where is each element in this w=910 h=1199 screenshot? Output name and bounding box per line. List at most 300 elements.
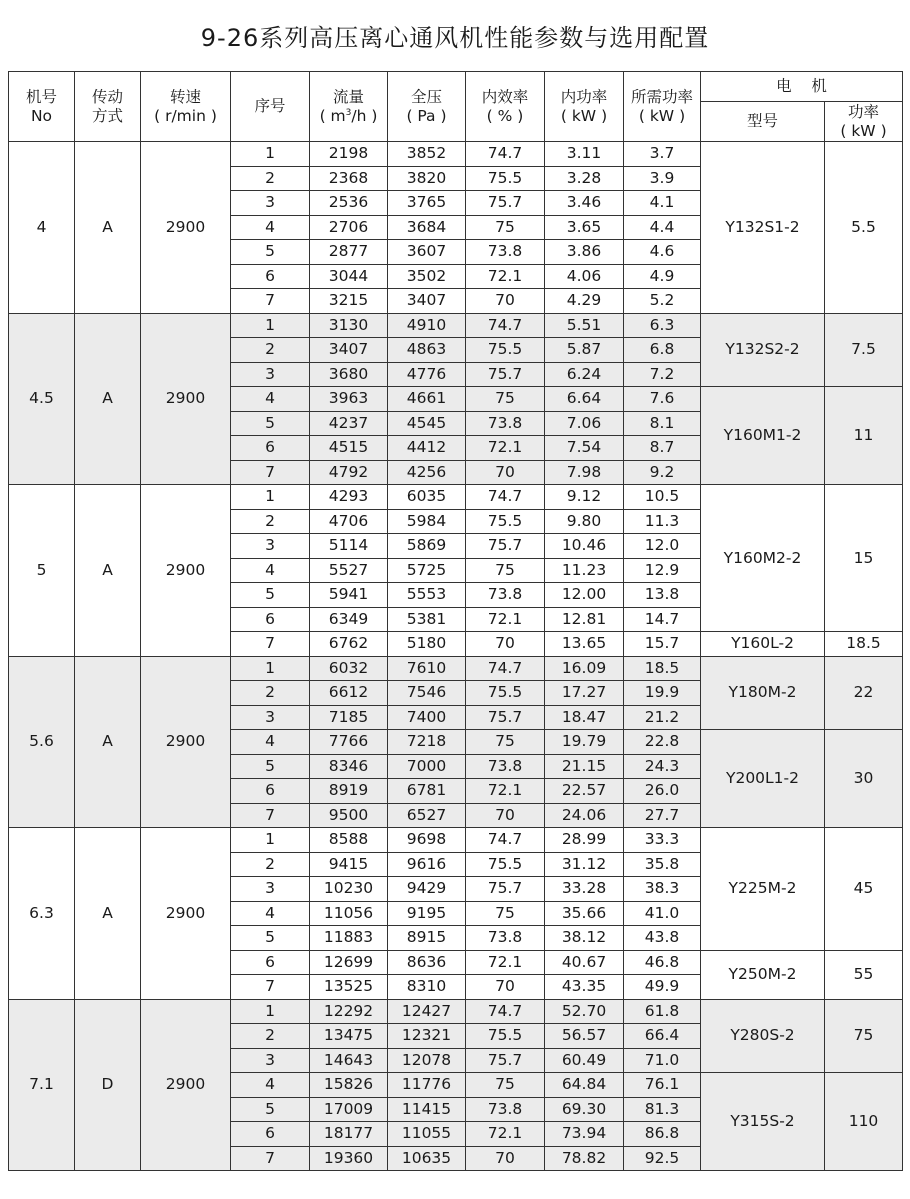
- seq-cell: 1: [231, 828, 310, 853]
- motor-model-cell: Y160L-2: [701, 632, 825, 657]
- header-efficiency: 内效率 ( % ): [466, 72, 545, 142]
- flow-cell: 14643: [310, 1048, 388, 1073]
- flow-cell: 19360: [310, 1146, 388, 1171]
- efficiency-cell: 75.5: [466, 509, 545, 534]
- motor-model-cell: Y180M-2: [701, 656, 825, 730]
- flow-cell: 18177: [310, 1122, 388, 1147]
- drive-cell: D: [75, 999, 141, 1171]
- inner-power-cell: 19.79: [545, 730, 624, 755]
- required-power-cell: 12.9: [624, 558, 701, 583]
- seq-cell: 7: [231, 803, 310, 828]
- seq-cell: 4: [231, 901, 310, 926]
- inner-power-cell: 40.67: [545, 950, 624, 975]
- flow-cell: 15826: [310, 1073, 388, 1098]
- seq-cell: 6: [231, 264, 310, 289]
- motor-power-cell: 22: [825, 656, 903, 730]
- inner-power-cell: 13.65: [545, 632, 624, 657]
- efficiency-cell: 73.8: [466, 1097, 545, 1122]
- pressure-cell: 8310: [388, 975, 466, 1000]
- flow-cell: 6612: [310, 681, 388, 706]
- seq-cell: 6: [231, 436, 310, 461]
- required-power-cell: 4.6: [624, 240, 701, 265]
- inner-power-cell: 7.54: [545, 436, 624, 461]
- pressure-cell: 4776: [388, 362, 466, 387]
- seq-cell: 2: [231, 166, 310, 191]
- inner-power-cell: 22.57: [545, 779, 624, 804]
- efficiency-cell: 74.7: [466, 142, 545, 167]
- inner-power-cell: 52.70: [545, 999, 624, 1024]
- flow-cell: 8919: [310, 779, 388, 804]
- efficiency-cell: 75: [466, 901, 545, 926]
- header-seq: 序号: [231, 72, 310, 142]
- seq-cell: 5: [231, 926, 310, 951]
- motor-model-cell: Y132S1-2: [701, 142, 825, 314]
- efficiency-cell: 70: [466, 460, 545, 485]
- inner-power-cell: 12.00: [545, 583, 624, 608]
- inner-power-cell: 33.28: [545, 877, 624, 902]
- flow-cell: 7185: [310, 705, 388, 730]
- speed-cell: 2900: [141, 313, 231, 485]
- inner-power-cell: 21.15: [545, 754, 624, 779]
- seq-cell: 3: [231, 191, 310, 216]
- fan-spec-table: [8, 71, 903, 1171]
- inner-power-cell: 17.27: [545, 681, 624, 706]
- required-power-cell: 19.9: [624, 681, 701, 706]
- required-power-cell: 10.5: [624, 485, 701, 510]
- pressure-cell: 5381: [388, 607, 466, 632]
- required-power-cell: 92.5: [624, 1146, 701, 1171]
- required-power-cell: 5.2: [624, 289, 701, 314]
- pressure-cell: 7400: [388, 705, 466, 730]
- efficiency-cell: 74.7: [466, 999, 545, 1024]
- motor-model-cell: Y250M-2: [701, 950, 825, 999]
- inner-power-cell: 9.80: [545, 509, 624, 534]
- inner-power-cell: 3.11: [545, 142, 624, 167]
- inner-power-cell: 64.84: [545, 1073, 624, 1098]
- pressure-cell: 7218: [388, 730, 466, 755]
- motor-model-cell: Y315S-2: [701, 1073, 825, 1171]
- efficiency-cell: 73.8: [466, 411, 545, 436]
- header-speed: 转速 ( r/min ): [141, 72, 231, 142]
- required-power-cell: 33.3: [624, 828, 701, 853]
- required-power-cell: 86.8: [624, 1122, 701, 1147]
- pressure-cell: 11776: [388, 1073, 466, 1098]
- required-power-cell: 13.8: [624, 583, 701, 608]
- flow-cell: 5941: [310, 583, 388, 608]
- inner-power-cell: 6.64: [545, 387, 624, 412]
- seq-cell: 4: [231, 1073, 310, 1098]
- flow-cell: 7766: [310, 730, 388, 755]
- required-power-cell: 6.3: [624, 313, 701, 338]
- machine-no-cell: 4.5: [9, 313, 75, 485]
- motor-model-cell: Y160M1-2: [701, 387, 825, 485]
- required-power-cell: 21.2: [624, 705, 701, 730]
- pressure-cell: 3852: [388, 142, 466, 167]
- motor-power-cell: 75: [825, 999, 903, 1073]
- flow-cell: 3044: [310, 264, 388, 289]
- efficiency-cell: 72.1: [466, 607, 545, 632]
- motor-power-cell: 18.5: [825, 632, 903, 657]
- efficiency-cell: 75.5: [466, 681, 545, 706]
- efficiency-cell: 70: [466, 1146, 545, 1171]
- efficiency-cell: 70: [466, 632, 545, 657]
- inner-power-cell: 31.12: [545, 852, 624, 877]
- required-power-cell: 4.9: [624, 264, 701, 289]
- flow-cell: 11056: [310, 901, 388, 926]
- pressure-cell: 12427: [388, 999, 466, 1024]
- seq-cell: 7: [231, 289, 310, 314]
- seq-cell: 2: [231, 509, 310, 534]
- inner-power-cell: 35.66: [545, 901, 624, 926]
- flow-cell: 8588: [310, 828, 388, 853]
- flow-cell: 3680: [310, 362, 388, 387]
- machine-no-cell: 6.3: [9, 828, 75, 1000]
- speed-cell: 2900: [141, 656, 231, 828]
- seq-cell: 3: [231, 877, 310, 902]
- efficiency-cell: 73.8: [466, 240, 545, 265]
- flow-cell: 4706: [310, 509, 388, 534]
- inner-power-cell: 4.06: [545, 264, 624, 289]
- required-power-cell: 9.2: [624, 460, 701, 485]
- flow-cell: 6349: [310, 607, 388, 632]
- header-pressure: 全压 ( Pa ): [388, 72, 466, 142]
- pressure-cell: 4661: [388, 387, 466, 412]
- seq-cell: 6: [231, 950, 310, 975]
- page-title: 9-26系列高压离心通风机性能参数与选用配置: [200, 24, 710, 52]
- seq-cell: 1: [231, 485, 310, 510]
- seq-cell: 2: [231, 338, 310, 363]
- flow-cell: 9500: [310, 803, 388, 828]
- efficiency-cell: 75.7: [466, 705, 545, 730]
- motor-power-cell: 7.5: [825, 313, 903, 387]
- required-power-cell: 3.7: [624, 142, 701, 167]
- motor-model-cell: Y280S-2: [701, 999, 825, 1073]
- efficiency-cell: 75: [466, 1073, 545, 1098]
- efficiency-cell: 72.1: [466, 436, 545, 461]
- motor-power-cell: 45: [825, 828, 903, 951]
- seq-cell: 6: [231, 779, 310, 804]
- seq-cell: 1: [231, 142, 310, 167]
- header-required-power: 所需功率 ( kW ): [624, 72, 701, 142]
- flow-cell: 8346: [310, 754, 388, 779]
- pressure-cell: 5869: [388, 534, 466, 559]
- efficiency-cell: 75: [466, 387, 545, 412]
- flow-cell: 3963: [310, 387, 388, 412]
- pressure-cell: 4863: [388, 338, 466, 363]
- efficiency-cell: 75.7: [466, 877, 545, 902]
- efficiency-cell: 75.5: [466, 852, 545, 877]
- motor-power-cell: 30: [825, 730, 903, 828]
- efficiency-cell: 75.5: [466, 166, 545, 191]
- seq-cell: 5: [231, 583, 310, 608]
- motor-power-cell: 55: [825, 950, 903, 999]
- required-power-cell: 4.1: [624, 191, 701, 216]
- flow-cell: 5114: [310, 534, 388, 559]
- efficiency-cell: 70: [466, 975, 545, 1000]
- pressure-cell: 9195: [388, 901, 466, 926]
- header-drive: 传动 方式: [75, 72, 141, 142]
- machine-no-cell: 7.1: [9, 999, 75, 1171]
- inner-power-cell: 3.46: [545, 191, 624, 216]
- motor-model-cell: Y225M-2: [701, 828, 825, 951]
- motor-model-cell: Y132S2-2: [701, 313, 825, 387]
- pressure-cell: 4256: [388, 460, 466, 485]
- flow-cell: 6032: [310, 656, 388, 681]
- seq-cell: 6: [231, 607, 310, 632]
- flow-cell: 6762: [310, 632, 388, 657]
- efficiency-cell: 75: [466, 730, 545, 755]
- drive-cell: A: [75, 313, 141, 485]
- pressure-cell: 6035: [388, 485, 466, 510]
- table-row: [9, 485, 903, 510]
- required-power-cell: 76.1: [624, 1073, 701, 1098]
- seq-cell: 4: [231, 558, 310, 583]
- required-power-cell: 35.8: [624, 852, 701, 877]
- motor-power-cell: 15: [825, 485, 903, 632]
- machine-no-cell: 5.6: [9, 656, 75, 828]
- table-row: [9, 999, 903, 1024]
- table-row: [9, 313, 903, 338]
- flow-cell: 2877: [310, 240, 388, 265]
- efficiency-cell: 75.5: [466, 1024, 545, 1049]
- seq-cell: 5: [231, 411, 310, 436]
- flow-cell: 4293: [310, 485, 388, 510]
- seq-cell: 1: [231, 656, 310, 681]
- pressure-cell: 3407: [388, 289, 466, 314]
- pressure-cell: 6781: [388, 779, 466, 804]
- pressure-cell: 10635: [388, 1146, 466, 1171]
- inner-power-cell: 5.51: [545, 313, 624, 338]
- motor-power-cell: 5.5: [825, 142, 903, 314]
- flow-cell: 11883: [310, 926, 388, 951]
- inner-power-cell: 3.86: [545, 240, 624, 265]
- flow-cell: 3215: [310, 289, 388, 314]
- seq-cell: 3: [231, 705, 310, 730]
- required-power-cell: 6.8: [624, 338, 701, 363]
- efficiency-cell: 75: [466, 215, 545, 240]
- inner-power-cell: 12.81: [545, 607, 624, 632]
- flow-cell: 2706: [310, 215, 388, 240]
- seq-cell: 6: [231, 1122, 310, 1147]
- seq-cell: 1: [231, 313, 310, 338]
- required-power-cell: 18.5: [624, 656, 701, 681]
- efficiency-cell: 73.8: [466, 754, 545, 779]
- header-motor: 电 机: [701, 72, 903, 102]
- pressure-cell: 5984: [388, 509, 466, 534]
- required-power-cell: 12.0: [624, 534, 701, 559]
- seq-cell: 5: [231, 1097, 310, 1122]
- flow-cell: 4237: [310, 411, 388, 436]
- seq-cell: 4: [231, 215, 310, 240]
- required-power-cell: 81.3: [624, 1097, 701, 1122]
- efficiency-cell: 75.5: [466, 338, 545, 363]
- table-row: [9, 142, 903, 167]
- efficiency-cell: 70: [466, 803, 545, 828]
- inner-power-cell: 7.98: [545, 460, 624, 485]
- pressure-cell: 4910: [388, 313, 466, 338]
- header-inner-power: 内功率 ( kW ): [545, 72, 624, 142]
- pressure-cell: 5180: [388, 632, 466, 657]
- inner-power-cell: 7.06: [545, 411, 624, 436]
- seq-cell: 4: [231, 387, 310, 412]
- pressure-cell: 3607: [388, 240, 466, 265]
- pressure-cell: 12078: [388, 1048, 466, 1073]
- seq-cell: 7: [231, 460, 310, 485]
- pressure-cell: 7610: [388, 656, 466, 681]
- inner-power-cell: 5.87: [545, 338, 624, 363]
- required-power-cell: 4.4: [624, 215, 701, 240]
- efficiency-cell: 74.7: [466, 828, 545, 853]
- flow-cell: 13475: [310, 1024, 388, 1049]
- header-flow: 流量 ( $m^3/h$ ): [310, 72, 388, 142]
- pressure-cell: 5725: [388, 558, 466, 583]
- flow-cell: 10230: [310, 877, 388, 902]
- inner-power-cell: 69.30: [545, 1097, 624, 1122]
- pressure-cell: 9429: [388, 877, 466, 902]
- inner-power-cell: 9.12: [545, 485, 624, 510]
- pressure-cell: 5553: [388, 583, 466, 608]
- drive-cell: A: [75, 485, 141, 657]
- efficiency-cell: 70: [466, 289, 545, 314]
- flow-cell: 2198: [310, 142, 388, 167]
- seq-cell: 3: [231, 534, 310, 559]
- pressure-cell: 11415: [388, 1097, 466, 1122]
- required-power-cell: 7.6: [624, 387, 701, 412]
- seq-cell: 7: [231, 975, 310, 1000]
- pressure-cell: 7000: [388, 754, 466, 779]
- table-row: [9, 656, 903, 681]
- flow-cell: 9415: [310, 852, 388, 877]
- required-power-cell: 15.7: [624, 632, 701, 657]
- inner-power-cell: 10.46: [545, 534, 624, 559]
- inner-power-cell: 43.35: [545, 975, 624, 1000]
- inner-power-cell: 3.28: [545, 166, 624, 191]
- seq-cell: 7: [231, 1146, 310, 1171]
- required-power-cell: 24.3: [624, 754, 701, 779]
- required-power-cell: 43.8: [624, 926, 701, 951]
- pressure-cell: 3684: [388, 215, 466, 240]
- speed-cell: 2900: [141, 999, 231, 1171]
- inner-power-cell: 16.09: [545, 656, 624, 681]
- efficiency-cell: 72.1: [466, 264, 545, 289]
- flow-cell: 17009: [310, 1097, 388, 1122]
- inner-power-cell: 60.49: [545, 1048, 624, 1073]
- pressure-cell: 4412: [388, 436, 466, 461]
- required-power-cell: 14.7: [624, 607, 701, 632]
- efficiency-cell: 73.8: [466, 926, 545, 951]
- inner-power-cell: 56.57: [545, 1024, 624, 1049]
- header-machine-no: 机号 No: [9, 72, 75, 142]
- inner-power-cell: 38.12: [545, 926, 624, 951]
- inner-power-cell: 4.29: [545, 289, 624, 314]
- seq-cell: 2: [231, 1024, 310, 1049]
- table-header: [9, 72, 903, 142]
- pressure-cell: 6527: [388, 803, 466, 828]
- required-power-cell: 8.1: [624, 411, 701, 436]
- required-power-cell: 49.9: [624, 975, 701, 1000]
- drive-cell: A: [75, 828, 141, 1000]
- efficiency-cell: 75.7: [466, 534, 545, 559]
- efficiency-cell: 75.7: [466, 191, 545, 216]
- required-power-cell: 8.7: [624, 436, 701, 461]
- flow-cell: 4515: [310, 436, 388, 461]
- flow-cell: 3407: [310, 338, 388, 363]
- pressure-cell: 3820: [388, 166, 466, 191]
- efficiency-cell: 75: [466, 558, 545, 583]
- pressure-cell: 3765: [388, 191, 466, 216]
- motor-power-cell: 11: [825, 387, 903, 485]
- flow-cell: 4792: [310, 460, 388, 485]
- efficiency-cell: 73.8: [466, 583, 545, 608]
- flow-cell: 2536: [310, 191, 388, 216]
- inner-power-cell: 28.99: [545, 828, 624, 853]
- machine-no-cell: 4: [9, 142, 75, 314]
- efficiency-cell: 75.7: [466, 362, 545, 387]
- flow-cell: 13525: [310, 975, 388, 1000]
- motor-model-cell: Y160M2-2: [701, 485, 825, 632]
- pressure-cell: 8915: [388, 926, 466, 951]
- inner-power-cell: 11.23: [545, 558, 624, 583]
- seq-cell: 1: [231, 999, 310, 1024]
- pressure-cell: 9616: [388, 852, 466, 877]
- efficiency-cell: 74.7: [466, 313, 545, 338]
- seq-cell: 5: [231, 754, 310, 779]
- table-row: [9, 828, 903, 853]
- pressure-cell: 8636: [388, 950, 466, 975]
- efficiency-cell: 74.7: [466, 485, 545, 510]
- inner-power-cell: 18.47: [545, 705, 624, 730]
- required-power-cell: 46.8: [624, 950, 701, 975]
- seq-cell: 4: [231, 730, 310, 755]
- seq-cell: 7: [231, 632, 310, 657]
- drive-cell: A: [75, 656, 141, 828]
- pressure-cell: 4545: [388, 411, 466, 436]
- pressure-cell: 12321: [388, 1024, 466, 1049]
- required-power-cell: 26.0: [624, 779, 701, 804]
- flow-cell: 5527: [310, 558, 388, 583]
- drive-cell: A: [75, 142, 141, 314]
- pressure-cell: 9698: [388, 828, 466, 853]
- efficiency-cell: 75.7: [466, 1048, 545, 1073]
- required-power-cell: 41.0: [624, 901, 701, 926]
- inner-power-cell: 3.65: [545, 215, 624, 240]
- motor-model-cell: Y200L1-2: [701, 730, 825, 828]
- required-power-cell: 22.8: [624, 730, 701, 755]
- required-power-cell: 11.3: [624, 509, 701, 534]
- speed-cell: 2900: [141, 142, 231, 314]
- seq-cell: 5: [231, 240, 310, 265]
- table-body: [9, 142, 903, 1171]
- efficiency-cell: 72.1: [466, 950, 545, 975]
- header-motor-model: 型号: [701, 102, 825, 142]
- header-motor-power: 功率 ( kW ): [825, 102, 903, 142]
- inner-power-cell: 24.06: [545, 803, 624, 828]
- pressure-cell: 3502: [388, 264, 466, 289]
- seq-cell: 3: [231, 362, 310, 387]
- required-power-cell: 7.2: [624, 362, 701, 387]
- inner-power-cell: 73.94: [545, 1122, 624, 1147]
- machine-no-cell: 5: [9, 485, 75, 657]
- flow-cell: 12292: [310, 999, 388, 1024]
- inner-power-cell: 78.82: [545, 1146, 624, 1171]
- efficiency-cell: 74.7: [466, 656, 545, 681]
- pressure-cell: 7546: [388, 681, 466, 706]
- pressure-cell: 11055: [388, 1122, 466, 1147]
- required-power-cell: 61.8: [624, 999, 701, 1024]
- seq-cell: 3: [231, 1048, 310, 1073]
- required-power-cell: 71.0: [624, 1048, 701, 1073]
- efficiency-cell: 72.1: [466, 1122, 545, 1147]
